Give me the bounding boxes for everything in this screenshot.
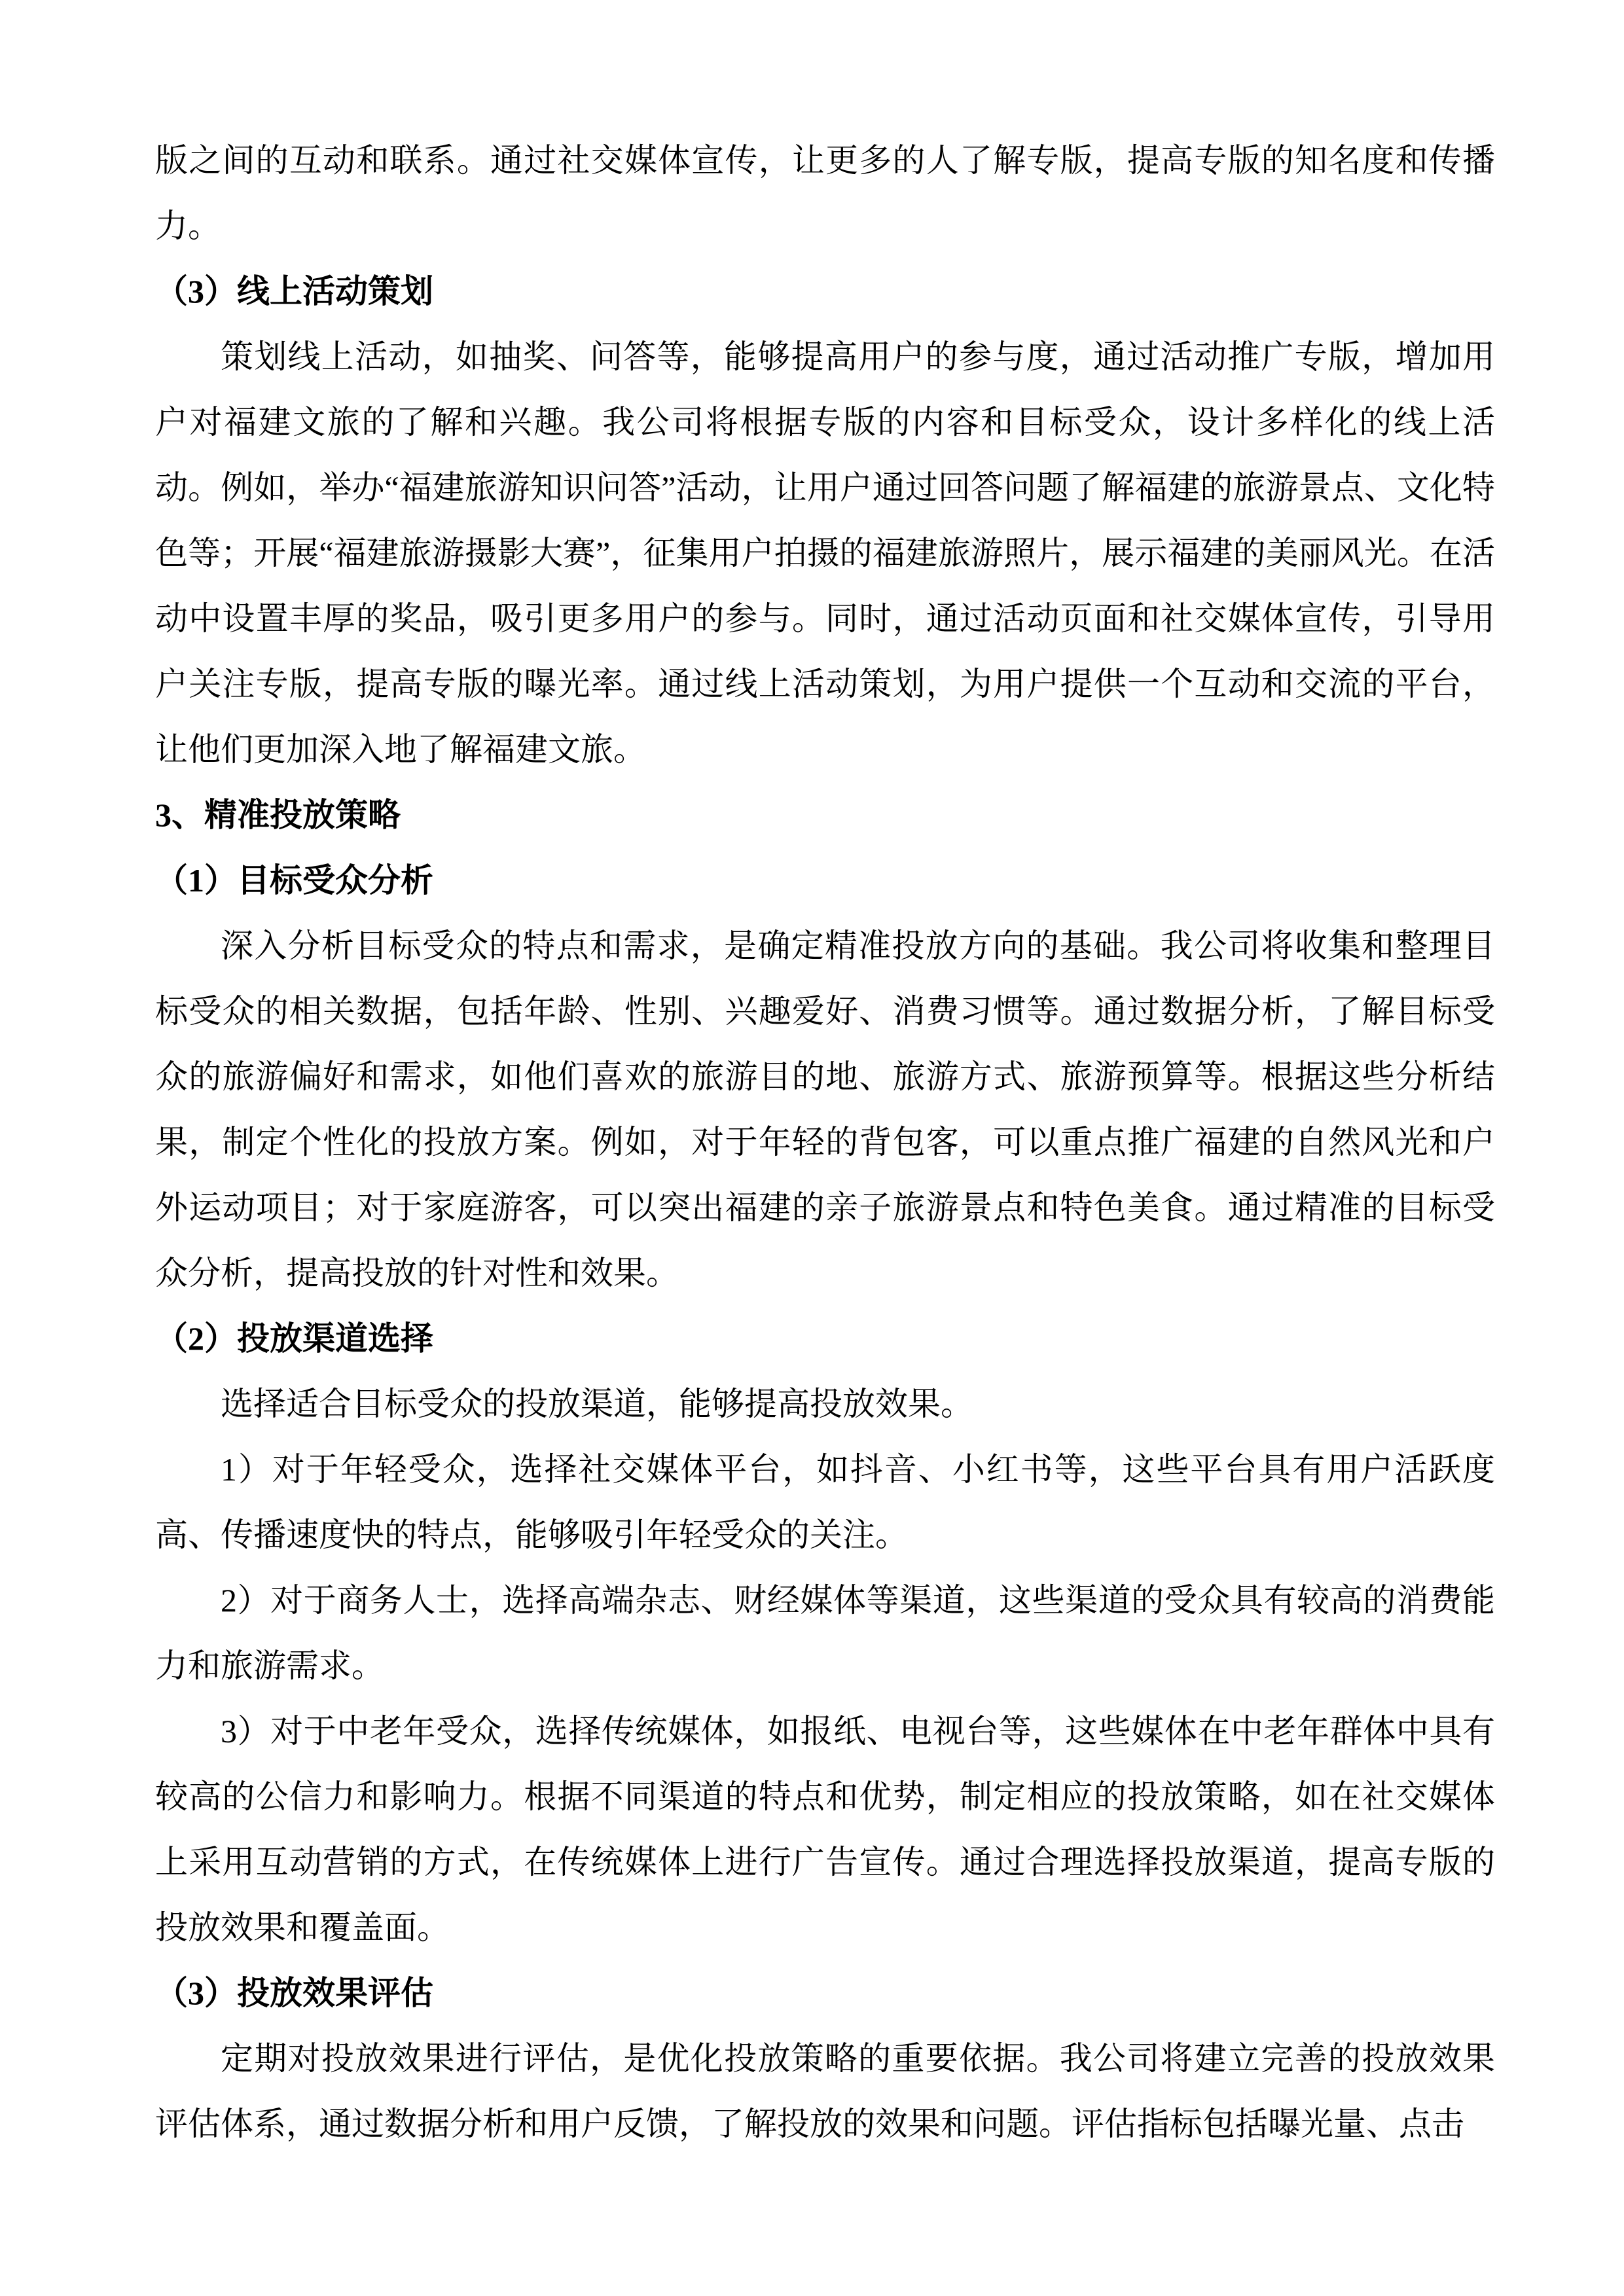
chapter-heading-precise-placement-strategy: 3、精准投放策略 [155,797,401,833]
document-content [155,128,1495,2157]
paragraph-channel-item-3: 3）对于中老年受众，选择传统媒体，如报纸、电视台等，这些媒体在中老年群体中具有较高的公信力和影响力。根据不同渠道的特点和优势，制定相应的投放策略，如在社交媒体上采用互动营销的方式，在传统媒体上进行广告宣传。通过合理选择投放渠道，提高专版的投放效果和覆盖面。 [155,1713,1495,1946]
paragraph-target-audience-analysis: 深入分析目标受众的特点和需求，是确定精准投放方向的基础。我公司将收集和整理目标受众的相关数据，包括年龄、性别、兴趣爱好、消费习惯等。通过数据分析，了解目标受众的旅游偏好和需求，如他们喜欢的旅游目的地、旅游方式、旅游预算等。根据这些分析结果，制定个性化的投放方案。例如，对于年轻的背包客，可以重点推广福建的自然风光和户外运动项目；对于家庭游客，可以突出福建的亲子旅游景点和特色美食。通过精准的目标受众分析，提高投放的针对性和效果。 [155,927,1495,1291]
paragraph-placement-effect-evaluation: 定期对投放效果进行评估，是优化投放策略的重要依据。我公司将建立完善的投放效果评估体系，通过数据分析和用户反馈，了解投放的效果和问题。评估指标包括曝光量、点击 [155,2040,1495,2142]
section-heading-target-audience-analysis: （1）目标受众分析 [155,862,433,899]
section-heading-placement-effect-evaluation: （3）投放效果评估 [155,1975,433,2011]
paragraph-channel-item-1: 1）对于年轻受众，选择社交媒体平台，如抖音、小红书等，这些平台具有用户活跃度高、传播速度快的特点，能够吸引年轻受众的关注。 [155,1451,1495,1553]
section-heading-online-activity-planning: （3）线上活动策划 [155,273,433,310]
paragraph-channel-item-2: 2）对于商务人士，选择高端杂志、财经媒体等渠道，这些渠道的受众具有较高的消费能力和旅游需求。 [155,1582,1495,1684]
paragraph-online-activity-planning: 策划线上活动，如抽奖、问答等，能够提高用户的参与度，通过活动推广专版，增加用户对福建文旅的了解和兴趣。我公司将根据专版的内容和目标受众，设计多样化的线上活动。例如，举办“福建旅游知识问答”活动，让用户通过回答问题了解福建的旅游景点、文化特色等；开展“福建旅游摄影大赛”，征集用户拍摄的福建旅游照片，展示福建的美丽风光。在活动中设置丰厚的奖品，吸引更多用户的参与。同时，通过活动页面和社交媒体宣传，引导用户关注专版，提高专版的曝光率。通过线上活动策划，为用户提供一个互动和交流的平台，让他们更加深入地了解福建文旅。 [155,338,1495,768]
paragraph-channel-selection-intro: 选择适合目标受众的投放渠道，能够提高投放效果。 [221,1386,973,1422]
paragraph-continuation: 版之间的互动和联系。通过社交媒体宣传，让更多的人了解专版，提高专版的知名度和传播力。 [155,142,1495,244]
section-heading-channel-selection: （2）投放渠道选择 [155,1320,433,1357]
